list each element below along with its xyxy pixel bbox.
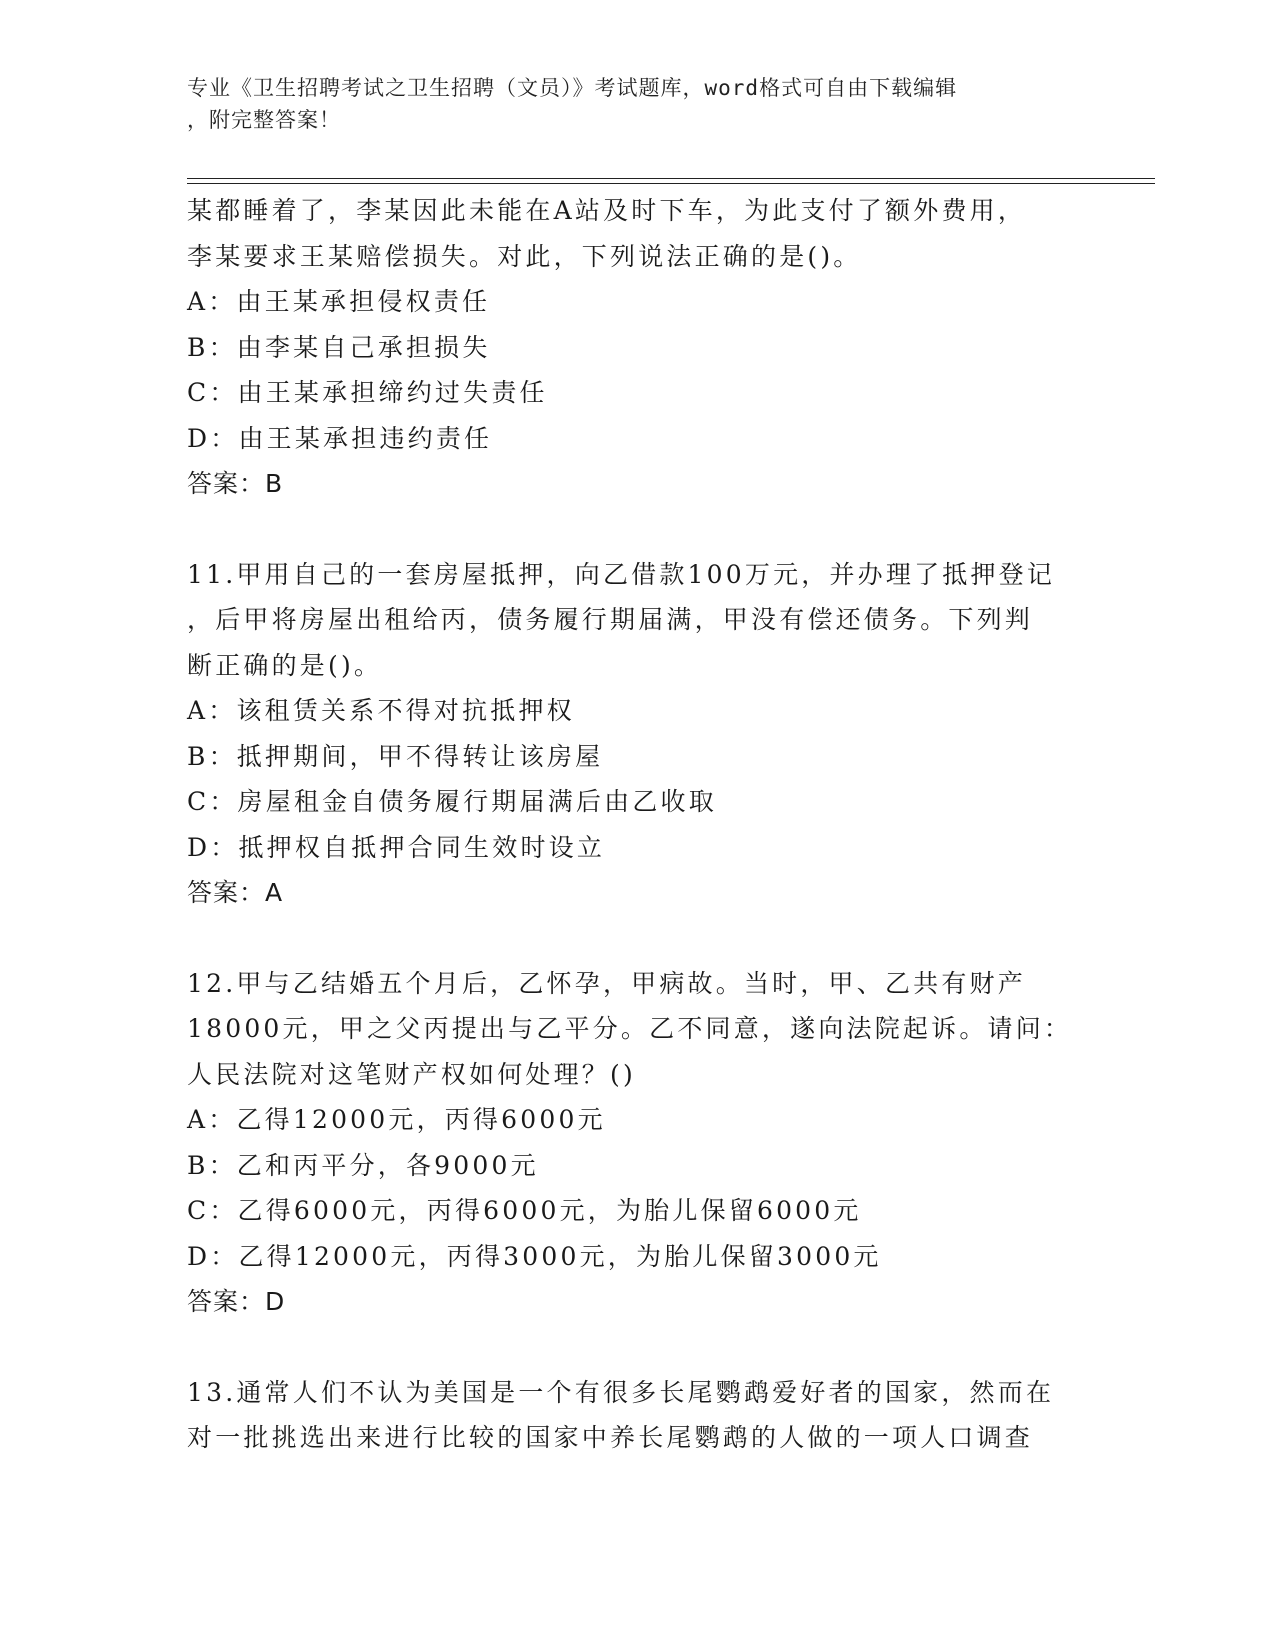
- option-a: A：乙得12000元，丙得6000元: [187, 1105, 606, 1134]
- answer-label: 答案：A: [187, 878, 284, 907]
- question-spacer: [187, 916, 1107, 961]
- option-c: C：房屋租金自债务履行期届满后由乙收取: [187, 787, 717, 816]
- option-c: C：由王某承担缔约过失责任: [187, 378, 548, 407]
- answer-label: 答案：B: [187, 469, 284, 498]
- question-list: [187, 188, 1107, 1461]
- question-10: [187, 188, 1107, 507]
- option-a: A：该租赁关系不得对抗抵押权: [187, 696, 575, 725]
- question-text-line: 断正确的是()。: [187, 650, 383, 680]
- header-divider-top: [187, 178, 1155, 179]
- question-text-line: ，后甲将房屋出租给丙，债务履行期届满，甲没有偿还债务。下列判: [187, 605, 1034, 634]
- option-b: B：由李某自己承担损失: [187, 332, 491, 362]
- option-d: D：由王某承担违约责任: [187, 423, 493, 453]
- question-text-line: 李某要求王某赔偿损失。对此，下列说法正确的是()。: [187, 241, 862, 271]
- header-line-1: 专业《卫生招聘考试之卫生招聘（文员）》考试题库，word格式可自由下载编辑: [187, 76, 958, 100]
- option-c: C：乙得6000元，丙得6000元，为胎儿保留6000元: [187, 1196, 862, 1225]
- question-text-line: 13.通常人们不认为美国是一个有很多长尾鹦鹉爱好者的国家，然而在: [187, 1377, 1055, 1407]
- option-a: A：由王某承担侵权责任: [187, 287, 491, 316]
- question-text-line: 某都睡着了，李某因此未能在A站及时下车，为此支付了额外费用，: [187, 196, 1027, 225]
- question-text-line: 人民法院对这笔财产权如何处理？(): [187, 1059, 636, 1089]
- question-11: [187, 552, 1107, 916]
- question-text-line: 11.甲用自己的一套房屋抵押，向乙借款100万元，并办理了抵押登记: [187, 559, 1056, 589]
- question-text-line: 18000元，甲之父丙提出与乙平分。乙不同意，遂向法院起诉。请问：: [187, 1014, 1073, 1043]
- option-d: D：乙得12000元，丙得3000元，为胎儿保留3000元: [187, 1241, 882, 1271]
- question-13: [187, 1370, 1107, 1461]
- header-divider-bottom: [187, 183, 1155, 184]
- question-spacer: [187, 507, 1107, 552]
- question-text-line: 12.甲与乙结婚五个月后，乙怀孕，甲病故。当时，甲、乙共有财产: [187, 968, 1026, 998]
- question-spacer: [187, 1325, 1107, 1370]
- header-line-2: ，附完整答案！: [187, 108, 341, 132]
- question-12: [187, 961, 1107, 1325]
- option-b: B：乙和丙平分，各9000元: [187, 1150, 539, 1180]
- option-b: B：抵押期间，甲不得转让该房屋: [187, 741, 604, 771]
- question-text-line: 对一批挑选出来进行比较的国家中养长尾鹦鹉的人做的一项人口调查: [187, 1423, 1034, 1452]
- answer-label: 答案：D: [187, 1287, 286, 1316]
- option-d: D：抵押权自抵押合同生效时设立: [187, 832, 606, 862]
- document-header: [187, 72, 1087, 136]
